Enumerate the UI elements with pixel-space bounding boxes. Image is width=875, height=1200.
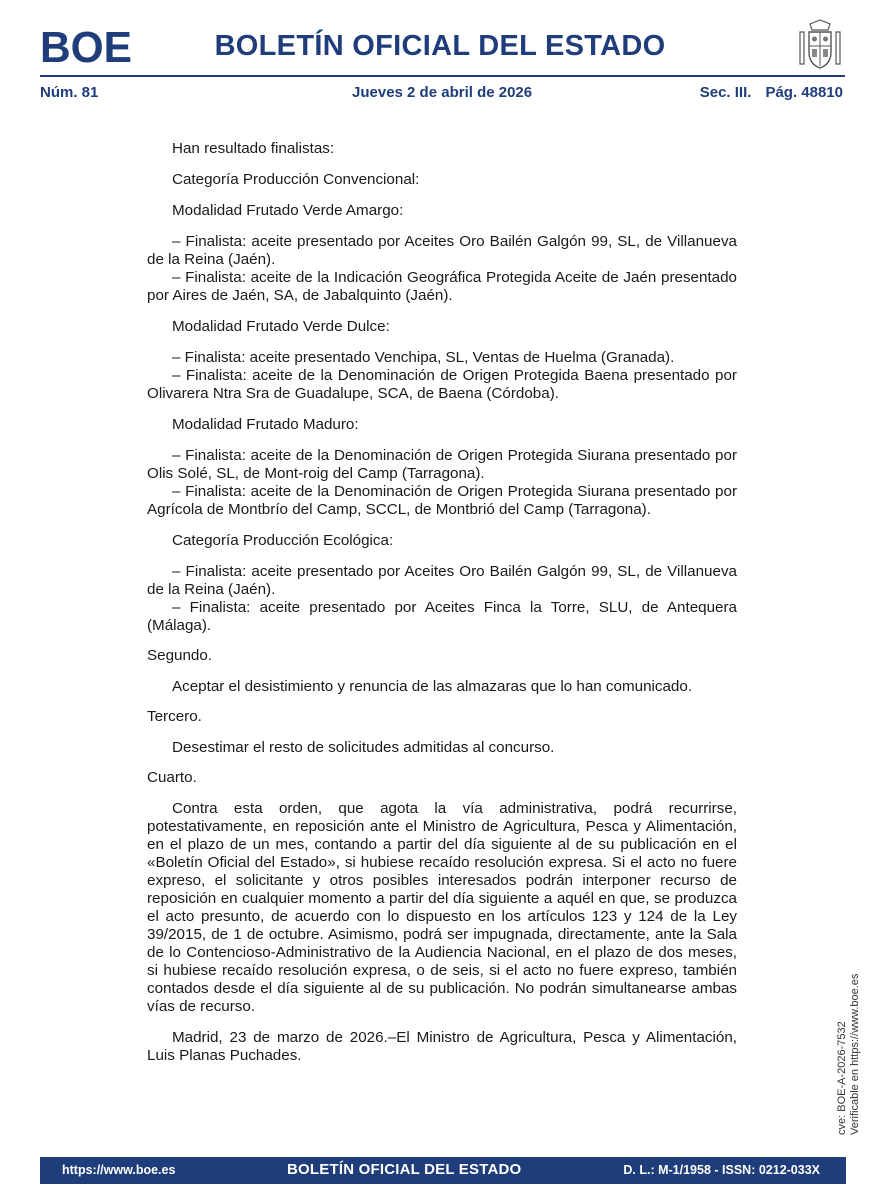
list-item: – Finalista: aceite de la Denominación de Origen Protegida Siurana presentado por Agrícola de Montbrío del Camp, SCCL, de Montbrió del Camp (Tarragona). [147, 483, 737, 518]
page-header [0, 0, 875, 110]
paragraph: Modalidad Frutado Maduro: [172, 416, 359, 433]
svg-text:BOE: BOE [40, 26, 132, 66]
paragraph: Contra esta orden, que agota la vía administrativa, podrá recurrirse, potestativamente, en reposición ante el Ministro de Agricultura, Pesca y Alimentación, en el plazo de un mes, contando a partir del día siguiente al de su publicación en el «Boletín Oficial del Estado», si hubiese recaído resolución expresa. Si el acto no fuere expreso, el solicitante y otros posibles interesados podrán interponer recurso de reposición en cualquier momento a partir del día siguiente a aquél en que, se produzca el acto presunto, de acuerdo con lo dispuesto en los artículos 123 y 124 de la Ley 39/2015, de 1 de octubre. Asimismo, podrá ser impugnada, directamente, ante la Sala de lo Contencioso-Administrativo de la Audiencia Nacional, en el plazo de dos meses, si hubiese recaído resolución expresa, o de seis, si el acto no fuere expreso, también contados desde el día siguiente al de su publicación. No podrán simultanearse ambas vías de recurso. [147, 800, 737, 1015]
paragraph: Categoría Producción Ecológica: [172, 532, 394, 549]
paragraph: Aceptar el desistimiento y renuncia de las almazaras que lo han comunicado. [172, 678, 693, 695]
page-label: Pág. 48810 [765, 84, 843, 101]
section-label: Sec. III. [699, 84, 752, 101]
verification-note [836, 974, 862, 1135]
paragraph: Modalidad Frutado Verde Dulce: [172, 318, 390, 335]
section-heading: Tercero. [147, 708, 202, 725]
list-item: – Finalista: aceite presentado por Aceites Finca la Torre, SLU, de Antequera (Málaga). [147, 599, 737, 634]
list-item: – Finalista: aceite presentado Venchipa, SL, Ventas de Huelma (Granada). [172, 349, 675, 366]
header-divider [40, 75, 845, 77]
list-item: – Finalista: aceite de la Indicación Geográfica Protegida Aceite de Jaén presentado por Aires de Jaén, SA, de Jabalquinto (Jaén). [147, 269, 737, 304]
section-heading: Segundo. [147, 647, 213, 664]
signature-paragraph: Madrid, 23 de marzo de 2026.–El Ministro de Agricultura, Pesca y Alimentación, Luis Planas Puchades. [147, 1029, 737, 1064]
verify-link: Verificable en https://www.boe.es [849, 973, 861, 1135]
issue-number: Núm. 81 [40, 84, 99, 101]
coat-of-arms-icon [796, 18, 844, 72]
footer-title: BOLETÍN OFICIAL DEL ESTADO [287, 1161, 522, 1178]
cve-code: cve: BOE-A-2026-7532 [836, 1021, 848, 1135]
page-footer [40, 1157, 846, 1184]
list-item: – Finalista: aceite presentado por Aceites Oro Bailén Galgón 99, SL, de Villanueva de la Reina (Jaén). [147, 233, 737, 268]
boe-logo [40, 26, 132, 66]
paragraph: Modalidad Frutado Verde Amargo: [172, 202, 404, 219]
list-item: – Finalista: aceite de la Denominación de Origen Protegida Baena presentado por Olivarera Ntra Sra de Guadalupe, SCA, de Baena (Córdoba). [147, 367, 737, 402]
footer-legal: D. L.: M-1/1958 - ISSN: 0212-033X [623, 1163, 820, 1177]
section-page [686, 84, 843, 101]
paragraph: Han resultado finalistas: [172, 140, 335, 157]
page-title: BOLETÍN OFICIAL DEL ESTADO [214, 30, 666, 62]
issue-date: Jueves 2 de abril de 2026 [352, 84, 533, 101]
footer-url-link[interactable]: https://www.boe.es [62, 1163, 176, 1177]
list-item: – Finalista: aceite de la Denominación de Origen Protegida Siurana presentado por Olis Solé, SL, de Mont-roig del Camp (Tarragona). [147, 447, 737, 482]
paragraph: Categoría Producción Convencional: [172, 171, 420, 188]
section-heading: Cuarto. [147, 769, 197, 786]
paragraph: Desestimar el resto de solicitudes admitidas al concurso. [172, 739, 555, 756]
list-item: – Finalista: aceite presentado por Aceites Oro Bailén Galgón 99, SL, de Villanueva de la Reina (Jaén). [147, 563, 737, 598]
document-body [147, 140, 737, 1065]
